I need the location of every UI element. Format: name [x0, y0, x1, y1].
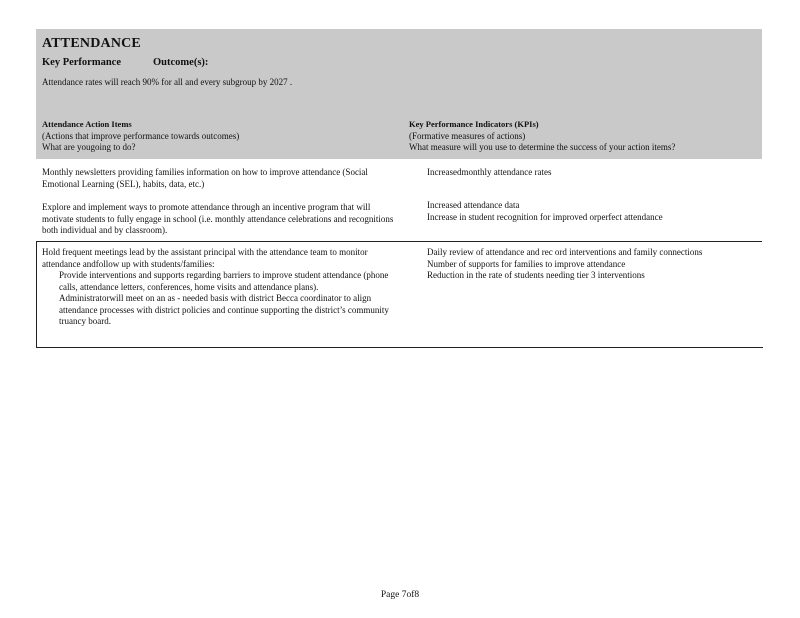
key-performance-outcomes-label: [42, 57, 208, 68]
table-row: [36, 241, 763, 348]
kpi-heading: Key Performance Indicators (KPIs): [409, 119, 539, 129]
action-items-cell: [42, 167, 397, 249]
action-items-cell: [42, 247, 397, 328]
page-number: Page 7of8: [380, 590, 420, 600]
kpi-cell: [409, 247, 759, 282]
kpi-item: Daily review of attendance and rec ord interventions and family connections: [427, 247, 703, 257]
action-intro: Hold frequent meetings lead by the assistant principal with the attendance team to monitor attendance andfollow up with students/families:: [42, 247, 368, 269]
kpi-question: What measure will you use to determine the success of your action items?: [409, 142, 676, 152]
kpi-item: Number of supports for families to improve attendance: [427, 258, 626, 269]
kpi-subheading: (Formative measures of actions): [409, 130, 526, 141]
table-row: [36, 160, 762, 242]
action-item: Administratorwill meet on an as - needed basis with district Becca coordinator to align attendance processes with district policies and continue supporting the district’s community truancy board.: [59, 293, 389, 326]
kpi-item: Increase in student recognition for improved orperfect attendance: [427, 212, 663, 222]
action-items-subheading: (Actions that improve performance towards outcomes): [42, 130, 240, 141]
action-item: Monthly newsletters providing families information on how to improve attendance (Social Emotional Learning (SEL), habits, data, etc.): [42, 167, 368, 189]
kpi-heading-cell: [409, 119, 759, 154]
outcome-label: Outcome(s):: [153, 57, 209, 68]
action-item: Provide interventions and supports regarding barriers to improve student attendance (phone calls, attendance letters, conferences, home visits and attendance plans).: [59, 270, 389, 292]
action-items-question: What are yougoing to do?: [42, 142, 136, 152]
kpi-item: Increasedmonthly attendance rates: [427, 167, 552, 177]
section-title: ATTENDANCE: [42, 36, 141, 51]
key-performance-label: Key Performance: [42, 57, 122, 68]
column-headings: [36, 113, 762, 159]
section-header: [36, 29, 762, 114]
kpi-cell: [409, 167, 759, 224]
action-item: Explore and implement ways to promote attendance through an incentive program that will motivate students to fully engage in school (i.e. monthly attendance celebrations and recognitions both individual and by classroom).: [42, 202, 394, 235]
action-items-heading: Attendance Action Items: [42, 119, 132, 129]
action-items-heading-cell: [42, 119, 402, 154]
kpi-item: Increased attendance data: [427, 199, 520, 210]
outcome-goal-text: Attendance rates will reach 90% for all and every subgroup by 2027 .: [42, 77, 293, 87]
kpi-item: Reduction in the rate of students needing tier 3 interventions: [427, 270, 645, 280]
